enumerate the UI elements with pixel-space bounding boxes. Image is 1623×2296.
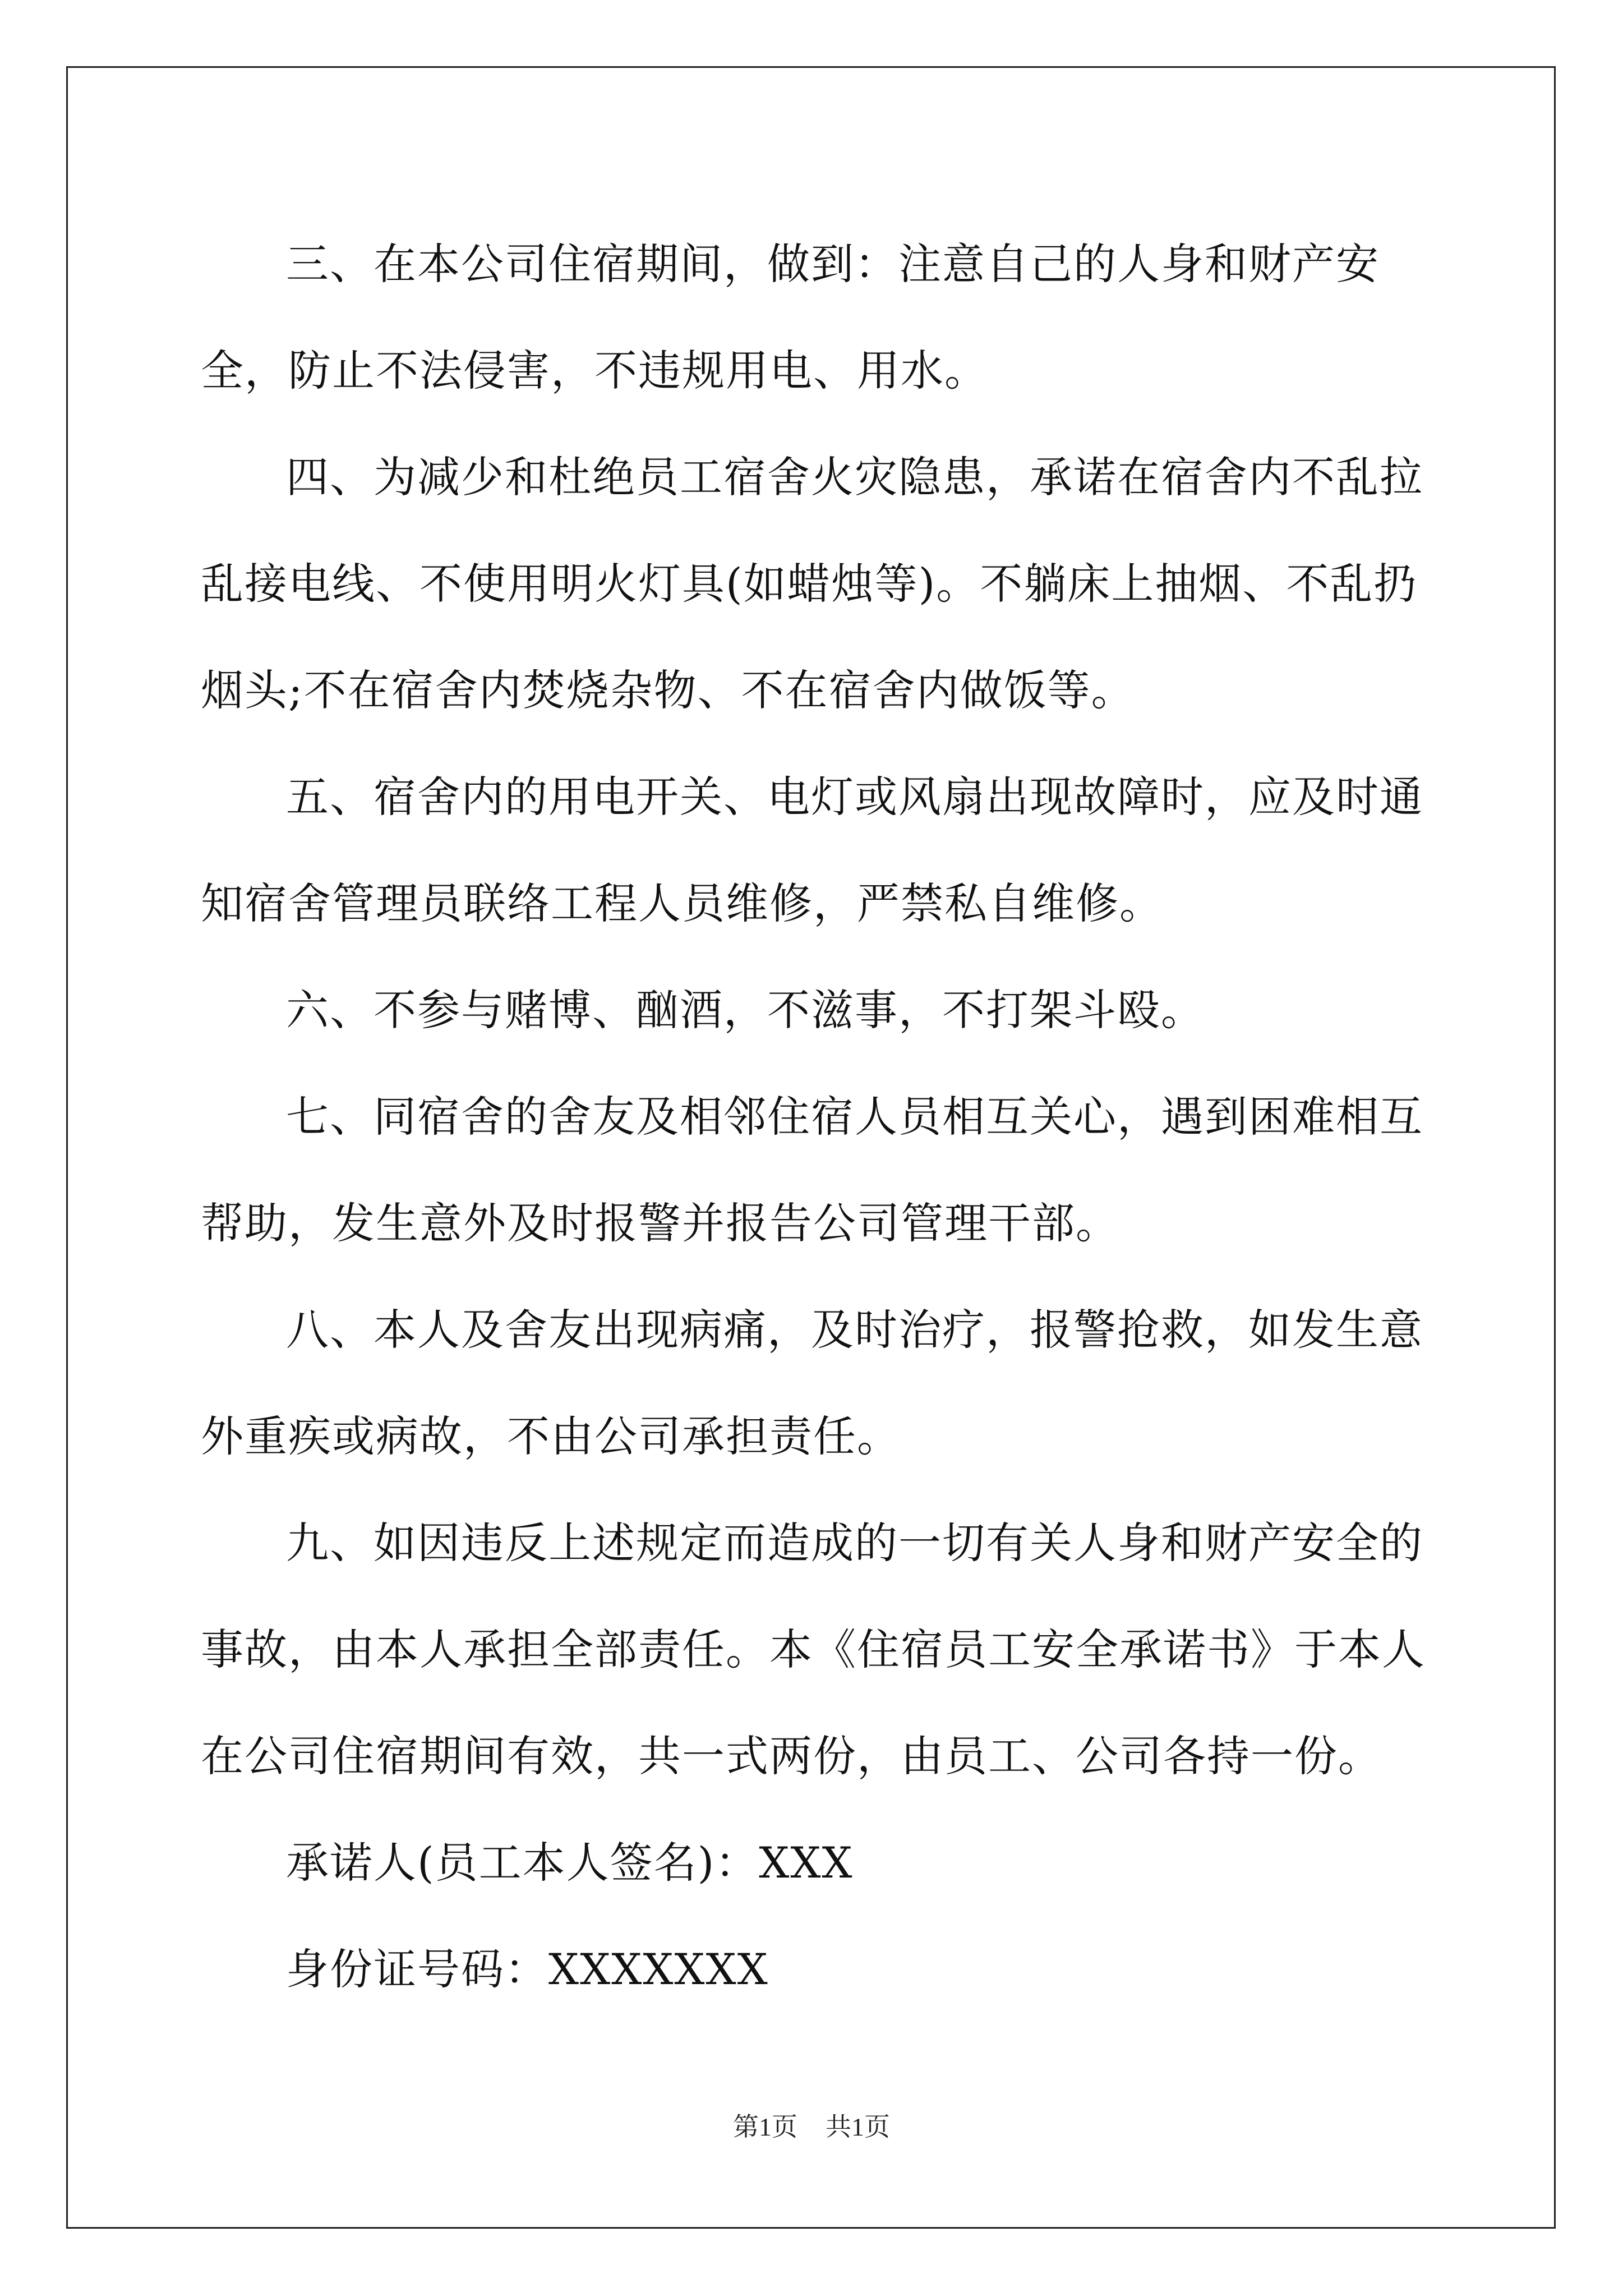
paragraph-clause-4: 四、为减少和杜绝员工宿舍火灾隐患，承诺在宿舍内不乱拉乱接电线、不使用明火灯具(如蜡烛等)。不躺床上抽烟、不乱扔烟头;不在宿舍内焚烧杂物、不在宿舍内做饭等。 — [201, 452, 1423, 715]
paragraph-clause-5: 五、宿舍内的用电开关、电灯或风扇出现故障时，应及时通知宿舍管理员联络工程人员维修，严禁私自维修。 — [201, 772, 1423, 928]
page-footer — [0, 2106, 1623, 2143]
page-number-current: 第1页 — [733, 2113, 797, 2141]
paragraph-clause-7: 七、同宿舍的舍友及相邻住宿人员相互关心，遇到困难相互帮助，发生意外及时报警并报告公司管理干部。 — [201, 1092, 1423, 1248]
paragraph-clause-8: 八、本人及舍友出现病痛，及时治疗，报警抢救，如发生意外重疾或病故，不由公司承担责任。 — [201, 1305, 1423, 1461]
paragraph-clause-3: 三、在本公司住宿期间，做到：注意自己的人身和财产安全，防止不法侵害，不违规用电、用水。 — [201, 239, 1380, 395]
signatory-line: 承诺人(员工本人签名)：XXX — [286, 1838, 854, 1888]
document-body — [201, 211, 1435, 2023]
paragraph-clause-6: 六、不参与赌博、酗酒，不滋事，不打架斗殴。 — [286, 985, 1205, 1035]
paragraph-clause-9: 九、如因违反上述规定而造成的一切有关人身和财产安全的事故，由本人承担全部责任。本《住宿员工安全承诺书》于本人在公司住宿期间有效，共一式两份，由员工、公司各持一份。 — [201, 1518, 1426, 1781]
page-number-total: 共1页 — [826, 2113, 890, 2141]
id-number-line: 身份证号码：XXXXXXX — [286, 1944, 769, 1994]
